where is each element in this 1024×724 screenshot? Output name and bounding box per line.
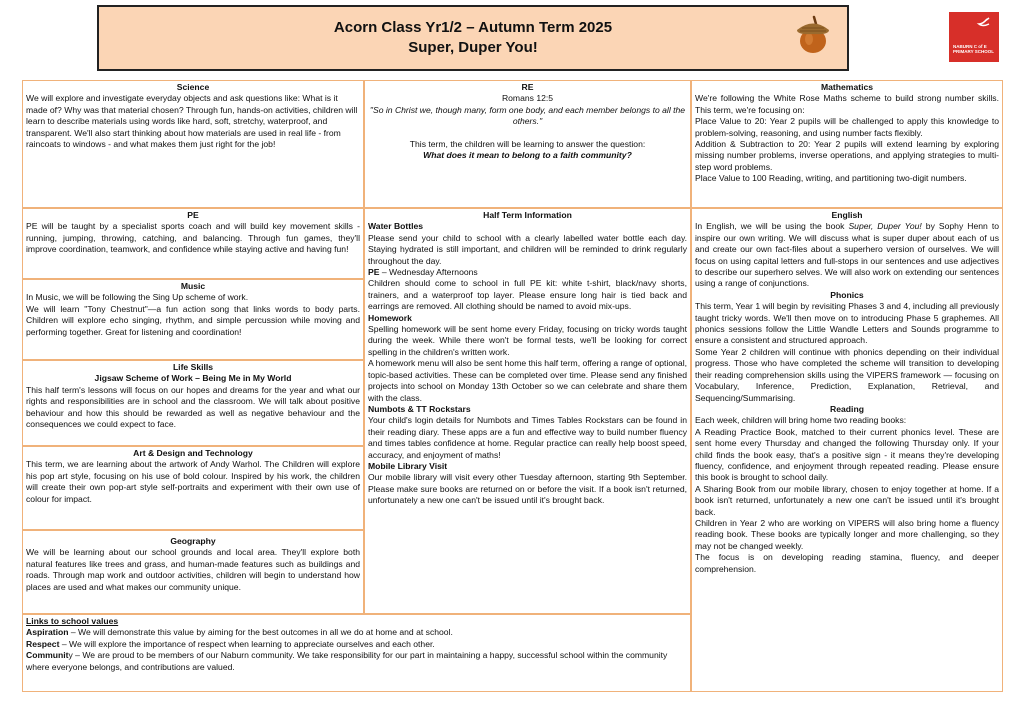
reading-practice-book: A Reading Practice Book, matched to their current phonics level. These are sent home every Thursday and changed the following Thursday only. If your child finds the book easy, that's a positive sign - it means they're developing fluency, confidence, and enjoyment through repeated reading. Please ensure this book is brought to school daily. [695, 426, 999, 483]
community-label-rest: y [68, 650, 73, 661]
life-skills-heading: Life Skills [172, 362, 214, 372]
homework-heading: Homework [368, 312, 412, 323]
numbots-heading: Numbots & TT Rockstars [368, 403, 471, 414]
re-section [364, 80, 691, 208]
english-body-start: In English, we will be using the book [695, 221, 849, 232]
english-body [695, 221, 999, 289]
science-heading: Science [176, 82, 210, 92]
art-heading: Art & Design and Technology [133, 448, 253, 458]
music-section [22, 279, 364, 360]
english-heading: English [831, 210, 863, 220]
reading-heading: Reading [830, 403, 864, 414]
half-term-heading: Half Term Information [483, 210, 572, 220]
life-skills-section [22, 360, 364, 446]
page-title: Acorn Class Yr1/2 – Autumn Term 2025 [333, 19, 613, 36]
music-intro: In Music, we will be following the Sing Up scheme of work. [26, 292, 249, 303]
book-title: Super, Duper You! [848, 221, 922, 232]
reading-focus: The focus is on developing reading stamina, fluency, and deeper comprehension. [695, 552, 999, 574]
maths-place-value-100: Place Value to 100 Reading, writing, and partitioning two-digit numbers. [695, 173, 967, 184]
bird-logo-icon [949, 12, 999, 42]
pe-info-heading: PE [368, 267, 380, 278]
homework-spelling: Spelling homework will be sent home every Friday, focusing on tricky words taught during the week. While there won't be formal tests, we'll be looking for correct spelling in the children's written work. [368, 324, 687, 357]
phonics-year2: Some Year 2 children will continue with phonics depending on their individual progress. Those who have completed the scheme will transition to developing their reading comprehension skills using the VIPERS framework — focusing on Vocabulary, Inference, Prediction, Explanation, Retrieval, and Sequencing/Summarising. [695, 346, 999, 403]
geography-body: We will be learning about our school grounds and local area. They'll explore both natural features like trees and grass, and human-made features such as buildings and roads. Through map work and outdoor activities, children will begin to understand how places are used and what makes our community unique. [26, 547, 360, 592]
art-section [22, 446, 364, 530]
water-bottles-body: Please send your child to school with a clearly labelled water bottle each day. Staying hydrated is still important, and children will be reminded to drink regularly throughout the day. [368, 232, 687, 266]
community-label: Communit [26, 650, 69, 661]
science-body: We will explore and investigate everyday objects and ask questions like: What is it made of? Why was that material chosen? Through fun, hands-on activities, children will learn to describe materials using words like hard, soft, stretchy, waterproof, and transparent. We'll also start thinking about how materials are used in real life - from raincoats to windows - and what makes them just right for the job! [26, 93, 358, 150]
aspiration-label: Aspiration [26, 627, 69, 638]
life-skills-subheading: Jigsaw Scheme of Work – Being Me in My World [94, 373, 292, 384]
maths-addition-subtraction: Addition & Subtraction to 20: Year 2 pupils will extend learning by exploring missing number problems, inverse operations, and applying strategies to multi-step word problems. [695, 139, 999, 172]
school-logo-text: NABURN C of E PRIMARY SCHOOL [953, 44, 995, 54]
homework-menu: A homework menu will also be sent home this half term, offering a range of optional, topic-based activities. These can be completed over time. Please send any finished projects into school on Monday 13th October so we can celebrate and share them with the class. [368, 358, 687, 403]
school-values-heading: Links to school values [26, 616, 119, 626]
half-term-section [364, 208, 691, 614]
phonics-year1: This term, Year 1 will begin by revisiting Phases 3 and 4, including all previously taught tricky words. We'll then move on to introducing Phase 5 graphemes. All phonics sessions follow the Little Wandle Letters and Sounds programme to ensure a consistent and structured approach. [695, 301, 999, 346]
english-body-rest: by Sophy Henn to inspire our own writing. We will discuss what is super duper about each of us and create our own fact-files about a superhero version of ourselves. We will focus on using capital letters and full-stops in our sentences and use adjectives to describe our superhero selves. We will also work on extending our sentences using a range of conjunctions. [695, 221, 999, 289]
library-heading: Mobile Library Visit [368, 460, 448, 471]
phonics-heading: Phonics [830, 289, 864, 300]
geography-heading: Geography [170, 536, 216, 546]
maths-place-value-20: Place Value to 20: Year 2 pupils will be challenged to apply this knowledge to problem-solving, reasoning, and using number facts flexibly. [695, 116, 999, 138]
art-body: This term, we are learning about the artwork of Andy Warhol. The Children will explore his pop art style, focusing on his use of bold colour. Inspired by his work, the children will create their own pop-art style self-portraits and experiment with their own use of colour for impact. [26, 459, 360, 504]
community-body: – We are proud to be members of our Naburn community. We take responsibility for our part in maintaining a happy, successful school within the community where everyone belongs, and contributions are valued. [26, 650, 668, 672]
maths-section [691, 80, 1003, 208]
respect-label: Respect [26, 638, 60, 649]
re-intro: This term, the children will be learning to answer the question: [409, 138, 646, 149]
library-body: Our mobile library will visit every other Tuesday afternoon, starting 9th September. Please make sure books are returned on or before the visit. If a book isn't returned, unfortunately a new one can't be issued until it's brought back. [368, 472, 687, 506]
pe-info-body: Children should come to school in full PE kit: white t-shirt, black/navy shorts, trainers, and a waterproof top layer. Please ensure long hair is tied back and earrings are removed. All clothing should be named to avoid mix-ups. [368, 278, 687, 312]
page-subtitle: Super, Duper You! [408, 39, 538, 56]
reading-fluency-book: Children in Year 2 who are working on VIPERS will also bring home a fluency reading book. These books are typically longer and more challenging, so they may not be changed weekly. [695, 517, 999, 551]
school-values-section [22, 614, 691, 692]
pe-info-heading-rest: – Wednesday Afternoons [379, 267, 478, 278]
re-quote: "So in Christ we, though many, form one body, and each member belongs to all the others." [369, 104, 686, 127]
re-question: What does it mean to belong to a faith community? [423, 150, 632, 161]
pe-heading: PE [187, 210, 199, 220]
reading-sharing-book: A Sharing Book from our mobile library, chosen to enjoy together at home. If a book isn't returned, unfortunately a new one can't be issued until it's brought back. [695, 483, 999, 517]
maths-intro: We're following the White Rose Maths scheme to build strong number skills. This term, we're focusing on: [695, 93, 999, 115]
music-heading: Music [180, 281, 206, 291]
pe-body: PE will be taught by a specialist sports coach and will build key movement skills - running, jumping, throwing, catching, and balancing. Through fun games, they'll improve coordination, teamwork, and confidence while staying active and having fun! [26, 221, 360, 255]
re-heading: RE [521, 82, 534, 92]
life-skills-body: This half term's lessons will focus on our hopes and dreams for the year and what our rights and responsibilities are in school and the classroom. We will talk about positive behaviour and how this should be rewarded as well as negative behaviour and the consequences we could expect to face. [26, 384, 360, 430]
aspiration-body: – We will demonstrate this value by aiming for the best outcomes in all we do at home and at school. [68, 627, 453, 638]
school-logo [949, 12, 999, 62]
maths-heading: Mathematics [820, 82, 874, 92]
numbots-body: Your child's login details for Numbots and Times Tables Rockstars can be found in their reading diary. These apps are a fun and effective way to build number fluency and times tables confidence at home. Regular practice can really help boost speed, accuracy, and enjoyment of maths! [368, 415, 687, 460]
music-body: We will learn "Tony Chestnut"—a fun action song that links words to body parts. Children will explore echo singing, rhythm, and simple percussion while moving and performing together. Great for listening and coordination! [26, 303, 360, 337]
water-bottles-heading: Water Bottles [368, 221, 424, 232]
science-section [22, 80, 364, 208]
respect-body: – We will explore the importance of respect when learning to appreciate ourselves and each other. [59, 638, 435, 649]
english-section [691, 208, 1003, 692]
acorn-icon [794, 15, 832, 55]
reading-intro: Each week, children will bring home two reading books: [695, 415, 907, 426]
page-header [97, 5, 849, 71]
pe-section [22, 208, 364, 279]
geography-section [22, 530, 364, 614]
re-reference: Romans 12:5 [501, 93, 554, 104]
